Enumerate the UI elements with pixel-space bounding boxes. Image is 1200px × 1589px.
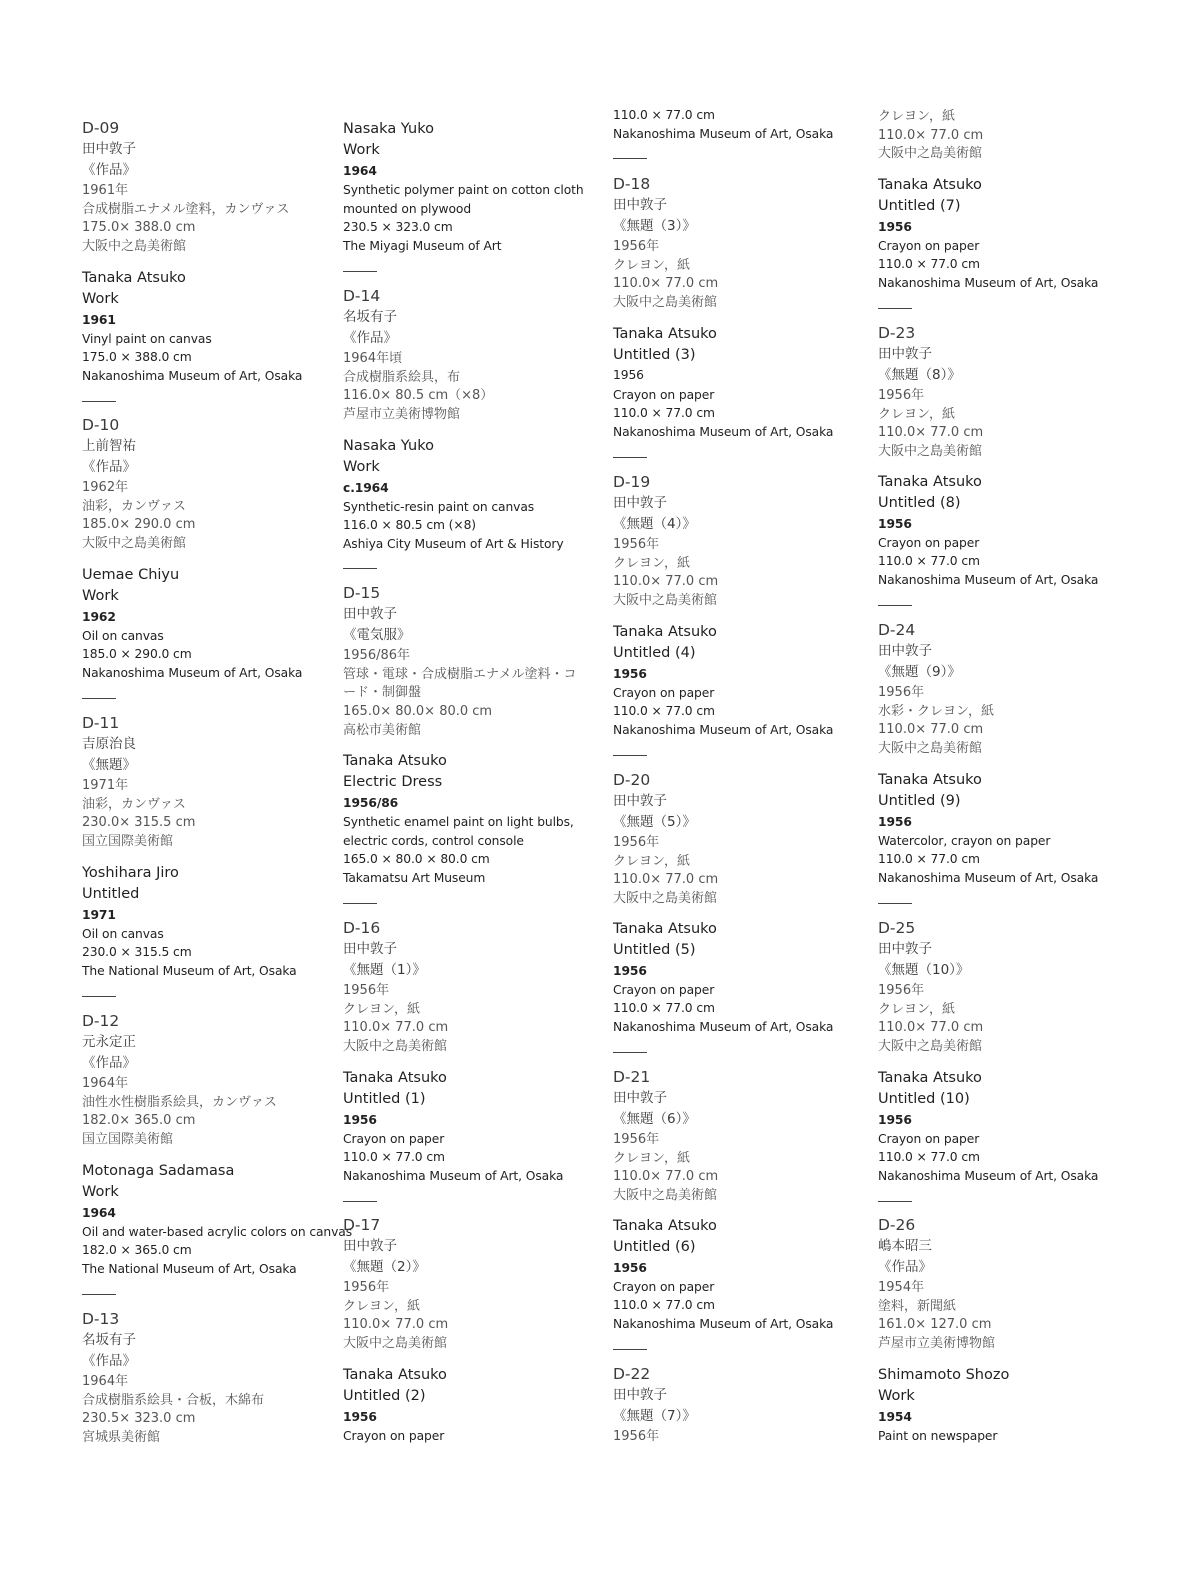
entry-jp-detail: 合成樹脂系絵具，布: [343, 370, 461, 385]
entry-jp-detail: 油彩，カンヴァス: [82, 499, 186, 514]
entry-jp-detail: 1954年: [878, 1280, 925, 1295]
entry-artist-name: Tanaka Atsuko: [878, 1070, 982, 1086]
entry-jp-detail: クレヨン，紙: [878, 407, 955, 422]
entry-jp-text: 田中敦子: [613, 1090, 667, 1106]
entry-code: D-13: [82, 1310, 120, 1328]
entry-jp-text: 元永定正: [82, 1034, 136, 1050]
entry-en-detail: Takamatsu Art Museum: [343, 871, 486, 885]
entry-code: D-20: [613, 771, 651, 789]
entry-jp-detail: 165.0× 80.0× 80.0 cm: [343, 704, 493, 719]
entry-jp-detail: 182.0× 365.0 cm: [82, 1113, 196, 1128]
entry-en-detail: The Miyagi Museum of Art: [343, 239, 502, 253]
entry-en-detail: 110.0 × 77.0 cm: [878, 257, 980, 271]
entry-jp-detail: 大阪中之島美術館: [878, 1039, 983, 1054]
entry-en-detail: Crayon on paper: [613, 983, 715, 997]
entry-en-year: 1961: [82, 313, 116, 327]
entry-artist-name: Nasaka Yuko: [343, 121, 434, 137]
entry-en-detail: 110.0 × 77.0 cm: [878, 1150, 980, 1164]
entry-separator: [82, 698, 116, 699]
entry-en-year: 1954: [878, 1410, 912, 1424]
entry-jp-detail: クレヨン，紙: [613, 258, 690, 273]
entry-jp-detail: 1956年: [613, 835, 660, 850]
entry-en-detail: Vinyl paint on canvas: [82, 332, 212, 346]
entry-jp-detail: 油彩，カンヴァス: [82, 797, 186, 812]
entry-en-detail: The National Museum of Art, Osaka: [82, 1262, 297, 1276]
entry-jp-detail: 110.0× 77.0 cm: [878, 1020, 984, 1035]
entry-en-detail: Paint on newspaper: [878, 1429, 998, 1443]
entry-en-year: 1964: [82, 1206, 116, 1220]
entry-artist-name: Tanaka Atsuko: [878, 474, 982, 490]
entry-jp-text: 名坂有子: [343, 309, 397, 325]
entry-jp-detail: クレヨン，紙: [343, 1299, 420, 1314]
entry-en-year: 1956: [613, 964, 647, 978]
entry-code: D-11: [82, 714, 120, 732]
entry-en-year: 1964: [343, 164, 377, 178]
entry-jp-text: 田中敦子: [343, 941, 397, 957]
entry-jp-text: 田中敦子: [613, 495, 667, 511]
entry-jp-detail: 1956年: [613, 1429, 660, 1444]
entry-en-detail: Synthetic-resin paint on canvas: [343, 500, 535, 514]
entry-artist-name: Motonaga Sadamasa: [82, 1163, 235, 1179]
entry-separator: [343, 568, 377, 569]
entry-artist-name: Tanaka Atsuko: [343, 1070, 447, 1086]
entry-jp-detail: クレヨン，紙: [343, 1002, 420, 1017]
entry-jp-text: 《作品》: [878, 1259, 932, 1275]
entry-jp-text: 名坂有子: [82, 1332, 136, 1348]
entry-separator: [613, 1349, 647, 1350]
entry-jp-detail: 110.0× 77.0 cm: [613, 276, 719, 291]
entry-en-detail: Crayon on paper: [613, 1280, 715, 1294]
entry-jp-detail: 合成樹脂系絵具・合板，木綿布: [82, 1393, 265, 1408]
entry-jp-text: 《作品》: [82, 162, 136, 178]
entry-en-detail: Nakanoshima Museum of Art, Osaka: [82, 369, 303, 383]
entry-jp-detail: 1962年: [82, 480, 129, 495]
entry-separator: [613, 755, 647, 756]
entry-en-detail: 230.0 × 315.5 cm: [82, 945, 192, 959]
entry-jp-detail: 合成樹脂エナメル塗料，カンヴァス: [82, 202, 290, 217]
entry-jp-detail: 1956年: [878, 388, 925, 403]
entry-separator: [613, 1052, 647, 1053]
entry-en-year: 1956: [878, 220, 912, 234]
entry-separator: [82, 996, 116, 997]
entry-work-title: Untitled (10): [878, 1091, 970, 1107]
entry-jp-detail: 大阪中之島美術館: [343, 1336, 448, 1351]
entry-en-detail: Nakanoshima Museum of Art, Osaka: [613, 1317, 834, 1331]
entry-jp-detail: 161.0× 127.0 cm: [878, 1317, 992, 1332]
entry-en-detail: mounted on plywood: [343, 202, 472, 216]
entry-en-detail: Nakanoshima Museum of Art, Osaka: [878, 276, 1099, 290]
entry-work-title: Untitled (4): [613, 645, 696, 661]
entry-en-year: 1956: [878, 815, 912, 829]
entry-jp-text: 《無題（8）》: [878, 367, 961, 383]
entry-jp-detail: 230.0× 315.5 cm: [82, 815, 196, 830]
entry-code: D-22: [613, 1365, 651, 1383]
entry-jp-text: 《作品》: [82, 459, 136, 475]
entry-jp-detail: 大阪中之島美術館: [343, 1039, 448, 1054]
entry-jp-text: 《無題（9）》: [878, 664, 961, 680]
entry-jp-detail: クレヨン，紙: [613, 854, 690, 869]
entry-en-detail: 175.0 × 388.0 cm: [82, 350, 192, 364]
entry-jp-detail: 116.0× 80.5 cm（×8）: [343, 388, 494, 403]
entry-jp-detail: 110.0× 77.0 cm: [613, 1169, 719, 1184]
entry-en-detail: 1956: [613, 368, 644, 382]
entry-code: D-21: [613, 1068, 651, 1086]
entry-jp-text: 《作品》: [82, 1055, 136, 1071]
entry-artist-name: Shimamoto Shozo: [878, 1367, 1010, 1383]
entry-work-title: Untitled (6): [613, 1239, 696, 1255]
entry-jp-detail: 1956年: [878, 685, 925, 700]
entry-en-year: 1956/86: [343, 796, 399, 810]
entry-jp-detail: 高松市美術館: [343, 723, 422, 738]
entry-jp-text: 《無題（6）》: [613, 1111, 696, 1127]
entry-jp-detail: 1961年: [82, 183, 129, 198]
entry-separator: [613, 158, 647, 159]
entry-separator: [343, 1201, 377, 1202]
entry-work-title: Untitled (2): [343, 1388, 426, 1404]
entry-en-year: c.1964: [343, 481, 389, 495]
entry-en-detail: Crayon on paper: [878, 239, 980, 253]
entry-jp-detail: 1956/86年: [343, 648, 411, 663]
entry-jp-detail: 1964年: [82, 1076, 129, 1091]
entry-en-detail: Oil and water-based acrylic colors on canvas: [82, 1225, 353, 1239]
entry-work-title: Untitled (1): [343, 1091, 426, 1107]
entry-en-detail: Nakanoshima Museum of Art, Osaka: [613, 425, 834, 439]
entry-work-title: Work: [343, 459, 380, 475]
entry-en-detail: 110.0 × 77.0 cm: [613, 406, 715, 420]
entry-work-title: Work: [82, 291, 119, 307]
entry-jp-text: 《無題（1）》: [343, 962, 426, 978]
entry-jp-detail: 1956年: [343, 1280, 390, 1295]
entry-artist-name: Nasaka Yuko: [343, 438, 434, 454]
entry-jp-text: 《作品》: [82, 1353, 136, 1369]
entry-artist-name: Yoshihara Jiro: [82, 865, 179, 881]
entry-artist-name: Tanaka Atsuko: [613, 326, 717, 342]
entry-en-year: 1956: [343, 1113, 377, 1127]
entry-en-detail: 110.0 × 77.0 cm: [613, 108, 715, 122]
entry-jp-text: 《電気服》: [343, 627, 411, 643]
entry-jp-detail: 塗料，新聞紙: [878, 1299, 957, 1314]
entry-work-title: Untitled (5): [613, 942, 696, 958]
entry-separator: [613, 457, 647, 458]
entry-code: D-25: [878, 919, 916, 937]
entry-jp-detail: 大阪中之島美術館: [613, 593, 718, 608]
entry-separator: [343, 903, 377, 904]
entry-en-detail: Watercolor, crayon on paper: [878, 834, 1051, 848]
entry-en-detail: 165.0 × 80.0 × 80.0 cm: [343, 852, 490, 866]
entry-jp-detail: 1964年頃: [343, 351, 403, 366]
entry-en-year: 1956: [343, 1410, 377, 1424]
entry-jp-text: 《無題（4）》: [613, 516, 696, 532]
entry-en-detail: Oil on canvas: [82, 927, 164, 941]
entry-en-detail: Nakanoshima Museum of Art, Osaka: [878, 1169, 1099, 1183]
entry-jp-text: 田中敦子: [613, 793, 667, 809]
entry-jp-text: 嶋本昭三: [878, 1238, 932, 1254]
entry-en-detail: 116.0 × 80.5 cm (×8): [343, 518, 476, 532]
entry-work-title: Work: [343, 142, 380, 158]
entry-artist-name: Tanaka Atsuko: [82, 270, 186, 286]
entry-code: D-17: [343, 1216, 381, 1234]
entry-en-detail: Crayon on paper: [878, 1132, 980, 1146]
entry-en-year: 1956: [613, 1261, 647, 1275]
entry-code: D-18: [613, 175, 651, 193]
entry-en-detail: 110.0 × 77.0 cm: [613, 704, 715, 718]
entry-jp-detail: 宮城県美術館: [82, 1430, 161, 1445]
entry-jp-text: 田中敦子: [343, 606, 397, 622]
entry-code: D-26: [878, 1216, 916, 1234]
entry-en-year: 1956: [878, 517, 912, 531]
entry-en-detail: Crayon on paper: [613, 388, 715, 402]
entry-en-detail: Synthetic polymer paint on cotton cloth: [343, 183, 584, 197]
entry-en-detail: Synthetic enamel paint on light bulbs,: [343, 815, 574, 829]
entry-artist-name: Tanaka Atsuko: [343, 1367, 447, 1383]
entry-jp-detail: 大阪中之島美術館: [613, 1188, 718, 1203]
entry-en-detail: Oil on canvas: [82, 629, 164, 643]
entry-jp-detail: 110.0× 77.0 cm: [343, 1317, 449, 1332]
entry-jp-detail: 管球・電球・合成樹脂エナメル塗料・コ: [343, 667, 577, 682]
entry-jp-text: 《無題（5）》: [613, 814, 696, 830]
entry-jp-text: 《作品》: [343, 330, 397, 346]
entry-jp-detail: 大阪中之島美術館: [878, 444, 983, 459]
entry-en-detail: 230.5 × 323.0 cm: [343, 220, 453, 234]
entry-code: D-09: [82, 119, 120, 137]
entry-jp-text: 田中敦子: [613, 1387, 667, 1403]
entry-jp-text: 《無題（3）》: [613, 218, 696, 234]
entry-jp-text: 《無題（10）》: [878, 962, 970, 978]
entry-separator: [343, 271, 377, 272]
entry-artist-name: Tanaka Atsuko: [343, 753, 447, 769]
entry-jp-detail: 水彩・クレヨン，紙: [878, 704, 994, 719]
entry-work-title: Untitled (8): [878, 495, 961, 511]
entry-artist-name: Uemae Chiyu: [82, 567, 180, 583]
entry-en-detail: Ashiya City Museum of Art & History: [343, 537, 564, 551]
entry-code: D-12: [82, 1012, 120, 1030]
entry-jp-detail: 110.0× 77.0 cm: [343, 1020, 449, 1035]
entry-jp-detail: 1956年: [613, 537, 660, 552]
entry-jp-text: 吉原治良: [82, 736, 136, 752]
entry-en-detail: Crayon on paper: [343, 1132, 445, 1146]
entry-work-title: Work: [82, 1184, 119, 1200]
entry-jp-detail: 1964年: [82, 1374, 129, 1389]
entry-en-detail: 110.0 × 77.0 cm: [878, 852, 980, 866]
entry-jp-detail: 110.0× 77.0 cm: [878, 722, 984, 737]
entry-jp-detail: 230.5× 323.0 cm: [82, 1411, 196, 1426]
entry-en-detail: 110.0 × 77.0 cm: [613, 1298, 715, 1312]
entry-jp-detail: 油性水性樹脂系絵具，カンヴァス: [82, 1095, 277, 1110]
entry-artist-name: Tanaka Atsuko: [613, 921, 717, 937]
entry-en-detail: Nakanoshima Museum of Art, Osaka: [878, 573, 1099, 587]
entry-work-title: Untitled (9): [878, 793, 961, 809]
entry-jp-detail: クレヨン，紙: [613, 556, 690, 571]
entry-en-year: 1962: [82, 610, 116, 624]
entry-separator: [878, 903, 912, 904]
entry-jp-detail: 110.0× 77.0 cm: [878, 425, 984, 440]
entry-jp-detail: 大阪中之島美術館: [82, 239, 187, 254]
entry-code: D-23: [878, 324, 916, 342]
entry-en-detail: The National Museum of Art, Osaka: [82, 964, 297, 978]
entry-jp-detail: 110.0× 77.0 cm: [613, 872, 719, 887]
entry-work-title: Untitled (3): [613, 347, 696, 363]
entry-en-detail: Crayon on paper: [878, 536, 980, 550]
entry-jp-text: 田中敦子: [878, 941, 932, 957]
entry-jp-detail: 1971年: [82, 778, 129, 793]
entry-en-detail: 182.0 × 365.0 cm: [82, 1243, 192, 1257]
entry-jp-text: 田中敦子: [82, 141, 136, 157]
entry-jp-detail: クレヨン，紙: [878, 109, 955, 124]
entry-jp-detail: ード・制御盤: [343, 685, 422, 700]
entry-jp-detail: 1956年: [343, 983, 390, 998]
entry-jp-detail: 110.0× 77.0 cm: [878, 128, 984, 143]
entry-jp-text: 田中敦子: [343, 1238, 397, 1254]
entry-jp-detail: 110.0× 77.0 cm: [613, 574, 719, 589]
entry-jp-detail: 大阪中之島美術館: [82, 536, 187, 551]
entry-jp-text: 《無題（7）》: [613, 1408, 696, 1424]
entry-en-year: 1956: [878, 1113, 912, 1127]
entry-en-detail: Crayon on paper: [343, 1429, 445, 1443]
entry-jp-detail: 1956年: [878, 983, 925, 998]
entry-en-detail: 185.0 × 290.0 cm: [82, 647, 192, 661]
entry-code: D-16: [343, 919, 381, 937]
entry-jp-text: 上前智祐: [82, 438, 136, 454]
entry-code: D-14: [343, 287, 381, 305]
entry-jp-text: 田中敦子: [878, 346, 932, 362]
entry-jp-text: 《無題（2）》: [343, 1259, 426, 1275]
entry-jp-detail: クレヨン，紙: [878, 1002, 955, 1017]
entry-work-title: Untitled: [82, 886, 140, 902]
entry-separator: [878, 605, 912, 606]
entry-jp-detail: 大阪中之島美術館: [613, 295, 718, 310]
entry-en-detail: electric cords, control console: [343, 834, 524, 848]
entry-jp-detail: 大阪中之島美術館: [878, 146, 983, 161]
entry-jp-detail: 175.0× 388.0 cm: [82, 220, 196, 235]
entry-jp-detail: 1956年: [613, 1132, 660, 1147]
entry-jp-text: 田中敦子: [878, 643, 932, 659]
entry-code: D-24: [878, 621, 916, 639]
entry-en-detail: Nakanoshima Museum of Art, Osaka: [613, 723, 834, 737]
entry-jp-detail: 国立国際美術館: [82, 834, 174, 849]
entry-en-detail: Nakanoshima Museum of Art, Osaka: [878, 871, 1099, 885]
entry-code: D-15: [343, 584, 381, 602]
entry-jp-detail: 大阪中之島美術館: [613, 891, 718, 906]
entry-en-detail: Nakanoshima Museum of Art, Osaka: [613, 127, 834, 141]
entry-jp-detail: クレヨン，紙: [613, 1151, 690, 1166]
entry-code: D-19: [613, 473, 651, 491]
entry-work-title: Work: [82, 588, 119, 604]
entry-jp-detail: 1956年: [613, 239, 660, 254]
entry-en-detail: Nakanoshima Museum of Art, Osaka: [82, 666, 303, 680]
entry-jp-detail: 大阪中之島美術館: [878, 741, 983, 756]
entry-artist-name: Tanaka Atsuko: [613, 624, 717, 640]
entry-en-detail: 110.0 × 77.0 cm: [343, 1150, 445, 1164]
entry-en-detail: 110.0 × 77.0 cm: [613, 1001, 715, 1015]
entry-work-title: Work: [878, 1388, 915, 1404]
entry-en-detail: Crayon on paper: [613, 686, 715, 700]
entry-jp-detail: 芦屋市立美術博物館: [878, 1336, 996, 1351]
entry-jp-detail: 185.0× 290.0 cm: [82, 517, 196, 532]
entry-en-year: 1956: [613, 667, 647, 681]
entry-work-title: Electric Dress: [343, 774, 443, 790]
entry-artist-name: Tanaka Atsuko: [878, 177, 982, 193]
entry-separator: [878, 308, 912, 309]
entry-artist-name: Tanaka Atsuko: [613, 1218, 717, 1234]
entry-jp-text: 《無題》: [82, 757, 136, 773]
entry-en-detail: Nakanoshima Museum of Art, Osaka: [343, 1169, 564, 1183]
entry-separator: [82, 401, 116, 402]
entry-en-detail: 110.0 × 77.0 cm: [878, 554, 980, 568]
entry-code: D-10: [82, 416, 120, 434]
entry-jp-detail: 芦屋市立美術博物館: [343, 407, 461, 422]
entry-en-detail: Nakanoshima Museum of Art, Osaka: [613, 1020, 834, 1034]
entry-artist-name: Tanaka Atsuko: [878, 772, 982, 788]
entry-work-title: Untitled (7): [878, 198, 961, 214]
entry-jp-detail: 国立国際美術館: [82, 1132, 174, 1147]
entry-separator: [878, 1201, 912, 1202]
entry-jp-text: 田中敦子: [613, 197, 667, 213]
entry-separator: [82, 1294, 116, 1295]
entry-en-year: 1971: [82, 908, 116, 922]
